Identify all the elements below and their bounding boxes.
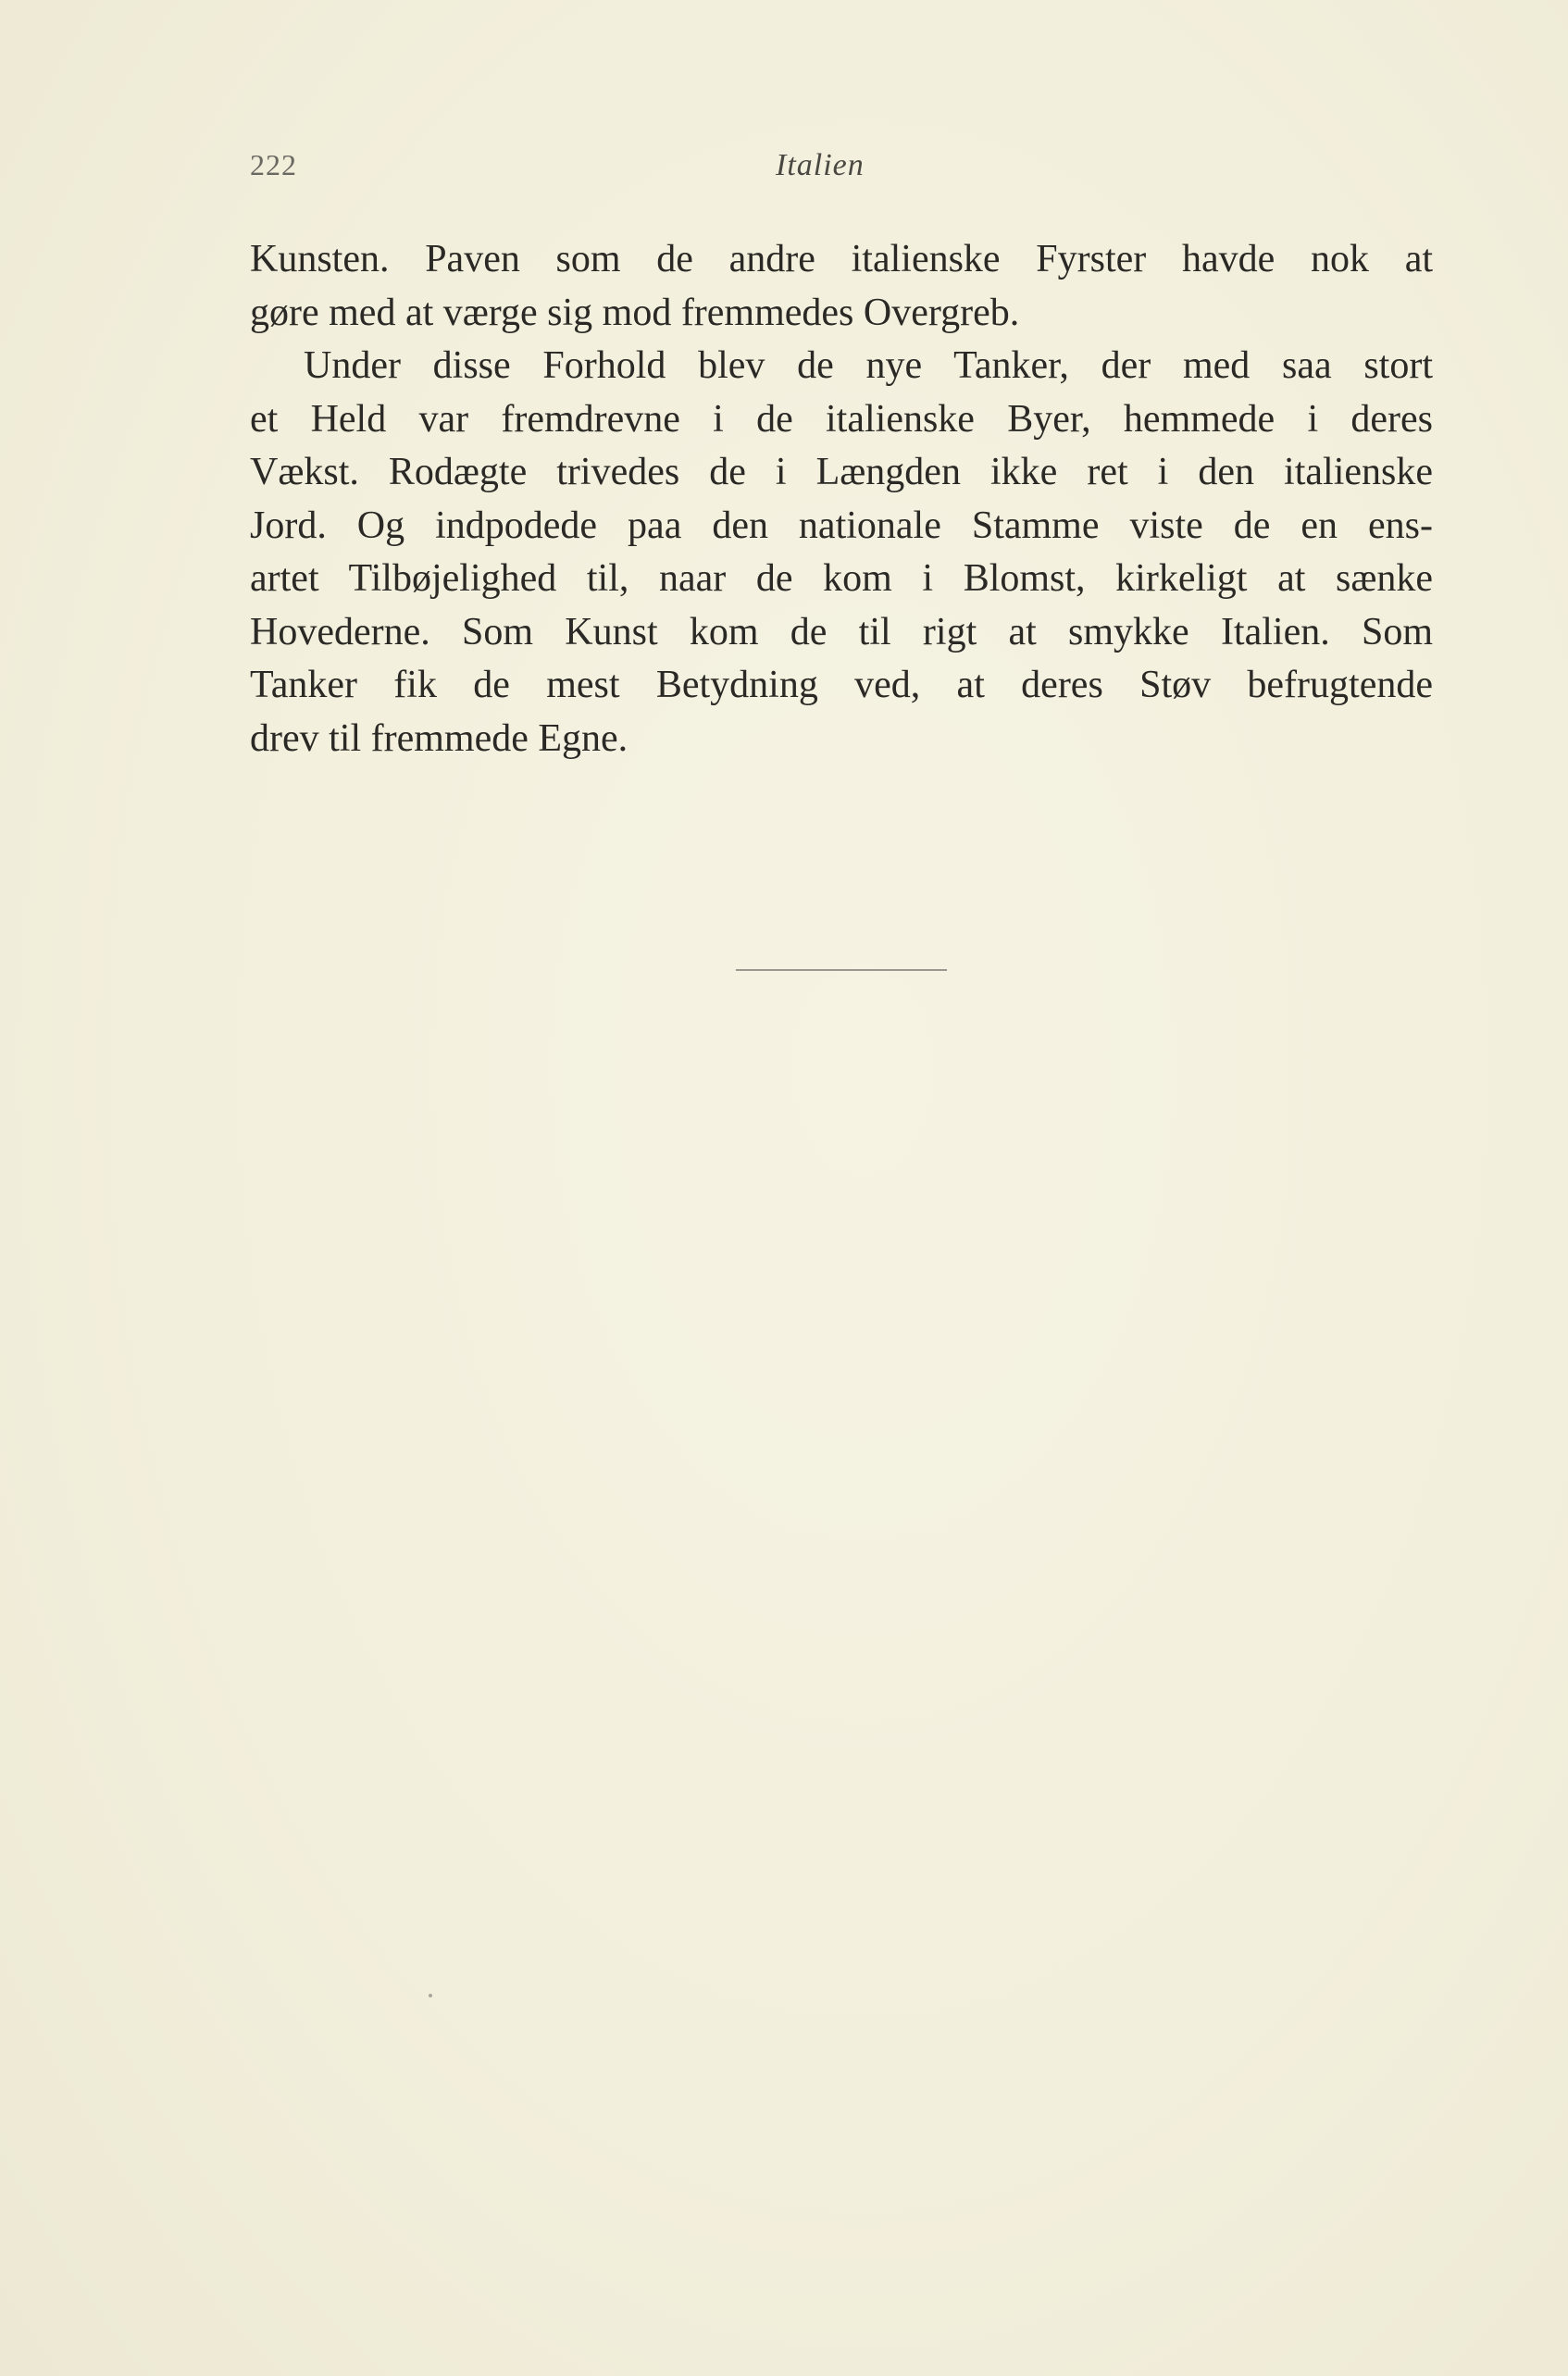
text-line: Kunsten. Paven som de andre italienske Fyrster havde nok at xyxy=(250,238,1433,280)
text-line: Vækst. Rodægte trivedes de i Længden ikke ret i den italienske xyxy=(250,451,1433,493)
text-line: Hovederne. Som Kunst kom de til rigt at smykke Italien. Som xyxy=(250,610,1433,653)
text-line: gøre med at værge sig mod fremmedes Overgreb. xyxy=(250,291,1020,334)
running-head xyxy=(250,148,1435,194)
text-line: Jord. Og indpodede paa den nationale Stamme viste de en ens- xyxy=(250,504,1433,547)
text-line: drev til fremmede Egne. xyxy=(250,716,628,760)
running-title: Italien xyxy=(776,148,865,182)
section-end-rule xyxy=(736,969,947,971)
text-line: Under disse Forhold blev de nye Tanker, der med saa stort xyxy=(304,344,1433,387)
text-line: Tanker fik de mest Betydning ved, at deres Støv befrugtende xyxy=(250,664,1433,706)
body-text xyxy=(250,233,1433,765)
paper-speck xyxy=(429,1994,432,1997)
page-number: 222 xyxy=(250,148,297,181)
text-line: artet Tilbøjelighed til, naar de kom i Blomst, kirkeligt at sænke xyxy=(250,557,1433,600)
text-line: et Held var fremdrevne i de italienske Byer, hemmede i deres xyxy=(250,397,1433,441)
